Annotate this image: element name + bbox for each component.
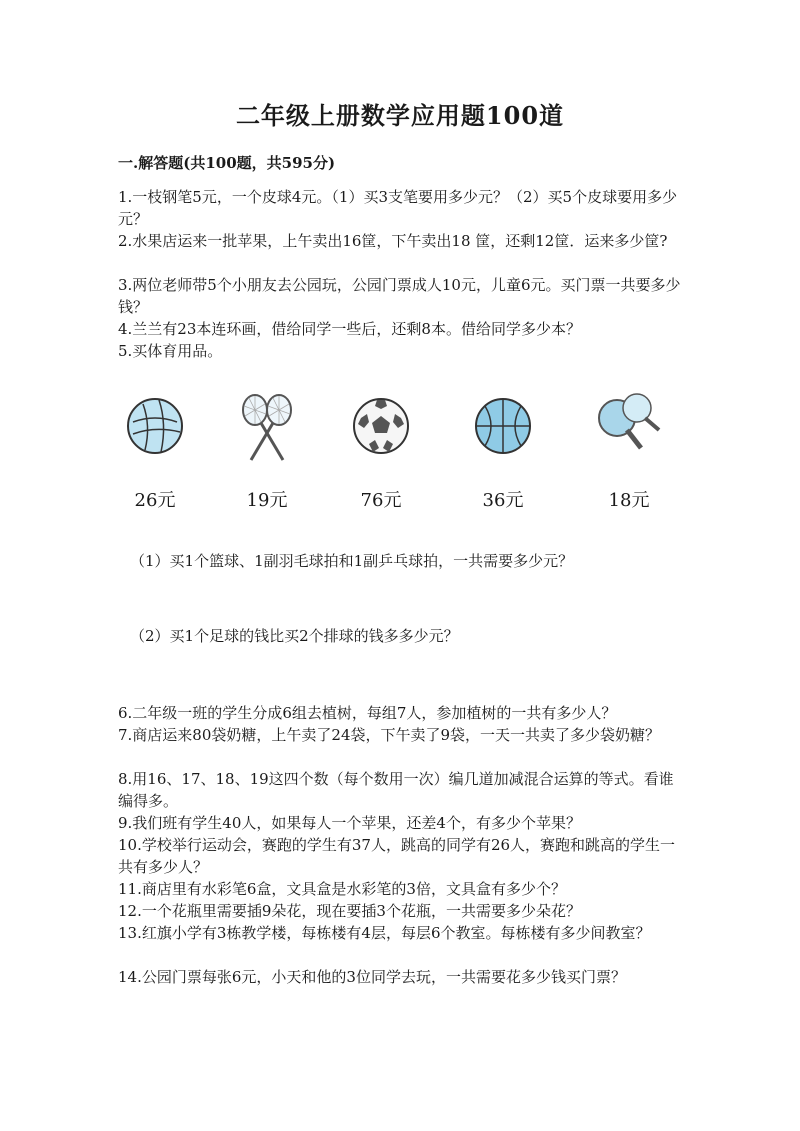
- item-basketball: [448, 392, 558, 512]
- question-2: 2.水果店运来一批苹果，上午卖出16筐，下午卖出18 筐，还剩12筐．运来多少筐?: [118, 232, 668, 250]
- section-heading: 一.解答题(共100题，共595分): [118, 154, 336, 172]
- price-badminton: 19元: [246, 490, 288, 511]
- question-11: 11.商店里有水彩笔6盒，文具盒是水彩笔的3倍，文具盒有多少个？: [118, 880, 566, 898]
- question-10: 10.学校举行运动会，赛跑的学生有37人，跳高的同学有26人，赛跑和跳高的学生一共有多少人？: [118, 836, 676, 876]
- page-title: 二年级上册数学应用题100道: [235, 101, 565, 130]
- item-pingpong: [574, 392, 684, 512]
- question-5: 5.买体育用品。: [118, 342, 223, 360]
- price-soccer: 76元: [360, 490, 402, 511]
- price-volleyball: 26元: [134, 490, 176, 511]
- item-volleyball: [100, 392, 210, 512]
- sports-items: [100, 392, 700, 522]
- question-14: 14.公园门票每张6元，小天和他的3位同学去玩，一共需要花多少钱买门票？: [118, 968, 626, 986]
- question-12: 12.一个花瓶里需要插9朵花，现在要插3个花瓶，一共需要多少朵花？: [118, 902, 581, 920]
- question-13: 13.红旗小学有3栋教学楼，每栋楼有4层，每层6个教室。每栋楼有多少间教室？: [118, 924, 651, 942]
- question-3: 3.两位老师带5个小朋友去公园玩，公园门票成人10元，儿童6元。买门票一共要多少钱？: [118, 276, 681, 316]
- price-pingpong: 18元: [608, 490, 650, 511]
- ping-pong-paddle-icon: [593, 392, 665, 456]
- question-8: 8.用16、17、18、19这四个数（每个数用一次）编几道加减混合运算的等式。看谁编得多。: [118, 770, 674, 810]
- volleyball-icon: [123, 392, 187, 456]
- question-9: 9.我们班有学生40人，如果每人一个苹果，还差4个，有多少个苹果？: [118, 814, 581, 832]
- price-basketball: 36元: [482, 490, 524, 511]
- question-1: 1.一枝钢笔5元，一个皮球4元。（1）买3支笔要用多少元？（2）买5个皮球要用多少元？: [118, 188, 678, 228]
- question-7: 7.商店运来80袋奶糖，上午卖了24袋，下午卖了9袋，一天一共卖了多少袋奶糖？: [118, 726, 661, 744]
- soccer-ball-icon: [349, 392, 413, 456]
- subquestion-1: （1）买1个篮球、1副羽毛球拍和1副乒乓球拍，一共需要多少元？: [130, 552, 574, 570]
- badminton-rackets-icon: [235, 392, 299, 464]
- question-6: 6.二年级一班的学生分成6组去植树，每组7人，参加植树的一共有多少人？: [118, 704, 617, 722]
- item-badminton: [212, 392, 322, 512]
- item-soccer: [326, 392, 436, 512]
- basketball-icon: [471, 392, 535, 456]
- subquestion-2: （2）买1个足球的钱比买2个排球的钱多多少元？: [130, 627, 459, 645]
- question-4: 4.兰兰有23本连环画，借给同学一些后，还剩8本。借给同学多少本？: [118, 320, 581, 338]
